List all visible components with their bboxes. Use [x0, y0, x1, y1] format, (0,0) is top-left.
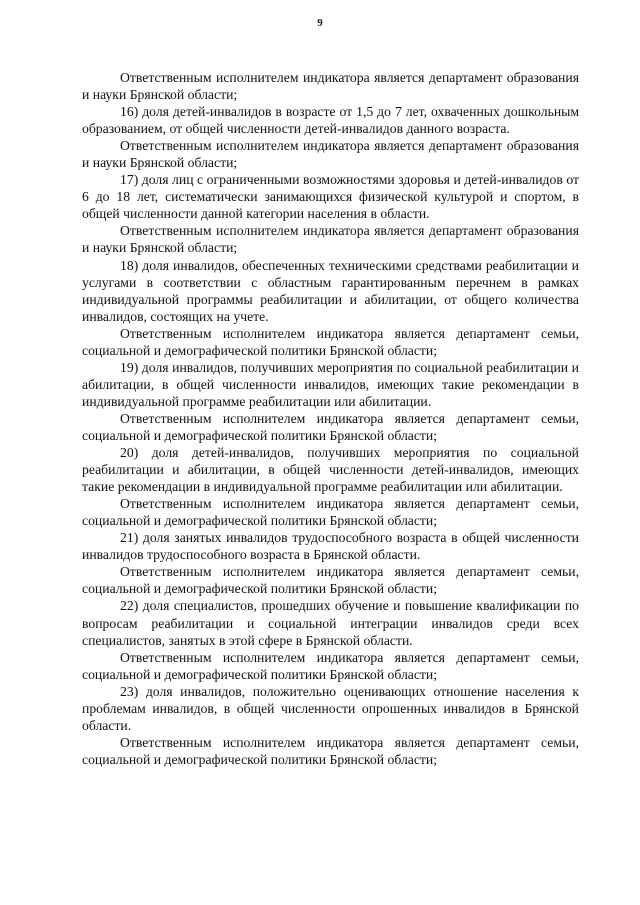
paragraph-indicator-17: 17) доля лиц с ограниченными возможностями здоровья и детей-инвалидов от 6 до 18 лет, систематически занимающихся физической культурой и спортом, в общей численности данной категории населения в области.	[82, 172, 579, 222]
document-body	[82, 69, 579, 768]
paragraph-indicator-20: 20) доля детей-инвалидов, получивших мероприятия по социальной реабилитации и абилитации, в общей численности детей-инвалидов, имеющих такие рекомендации в индивидуальной программе реабилитации или абилитации.	[82, 445, 579, 495]
paragraph-responsible-family-4: Ответственным исполнителем индикатора является департамент семьи, социальной и демографической политики Брянской области;	[82, 564, 579, 597]
paragraph-indicator-19: 19) доля инвалидов, получивших мероприятия по социальной реабилитации и абилитации, в общей численности инвалидов, имеющих такие рекомендации в индивидуальной программе реабилитации или абилитации.	[82, 359, 579, 409]
paragraph-indicator-22: 22) доля специалистов, прошедших обучение и повышение квалификации по вопросам реабилитации и социальной интеграции инвалидов среди всех специалистов, занятых в этой сфере в Брянской области.	[82, 598, 579, 648]
paragraph-indicator-23: 23) доля инвалидов, положительно оценивающих отношение населения к проблемам инвалидов, в общей численности опрошенных инвалидов в Брянской области.	[82, 683, 579, 733]
paragraph-responsible-family-5: Ответственным исполнителем индикатора является департамент семьи, социальной и демографической политики Брянской области;	[82, 649, 579, 682]
paragraph-responsible-education-2: Ответственным исполнителем индикатора является департамент образования и науки Брянской области;	[82, 138, 579, 171]
page-number: 9	[317, 17, 323, 29]
paragraph-responsible-family-2: Ответственным исполнителем индикатора является департамент семьи, социальной и демографической политики Брянской области;	[82, 410, 579, 443]
paragraph-responsible-education-3: Ответственным исполнителем индикатора является департамент образования и науки Брянской области;	[82, 223, 579, 256]
paragraph-responsible-education-1: Ответственным исполнителем индикатора является департамент образования и науки Брянской области;	[82, 70, 579, 103]
paragraph-indicator-21: 21) доля занятых инвалидов трудоспособного возраста в общей численности инвалидов трудоспособного возраста в Брянской области.	[82, 530, 579, 563]
paragraph-responsible-family-1: Ответственным исполнителем индикатора является департамент семьи, социальной и демографической политики Брянской области;	[82, 325, 579, 358]
paragraph-indicator-16: 16) доля детей-инвалидов в возрасте от 1,5 до 7 лет, охваченных дошкольным образованием, от общей численности детей-инвалидов данного возраста.	[82, 104, 579, 137]
paragraph-responsible-family-6: Ответственным исполнителем индикатора является департамент семьи, социальной и демографической политики Брянской области;	[82, 734, 579, 767]
paragraph-indicator-18: 18) доля инвалидов, обеспеченных техническими средствами реабилитации и услугами в соответствии с областным гарантированным перечнем в рамках индивидуальной программы реабилитации и абилитации, от общего количества инвалидов, состоящих на учете.	[82, 257, 579, 324]
paragraph-responsible-family-3: Ответственным исполнителем индикатора является департамент семьи, социальной и демографической политики Брянской области;	[82, 496, 579, 529]
